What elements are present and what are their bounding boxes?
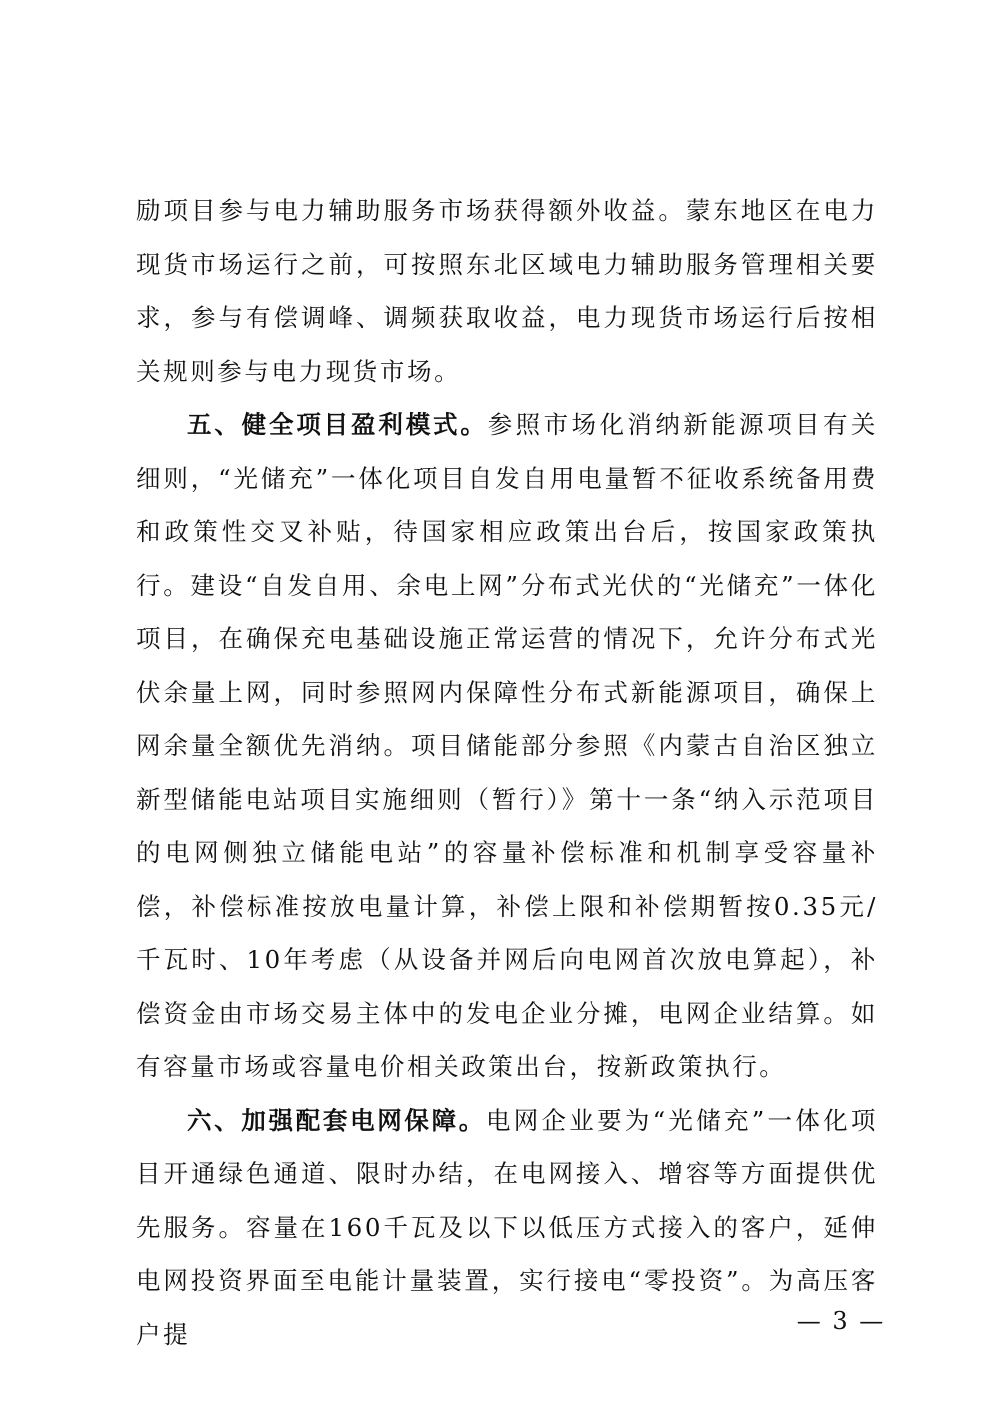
paragraph-section-6 xyxy=(136,1094,878,1362)
paragraph-text: 电网企业要为“光储充”一体化项目开通绿色通道、限时办结，在电网接入、增容等方面提供优先服务。容量在160千瓦及以下以低压方式接入的客户，延伸电网投资界面至电能计量装置，实行接电“零投资”。为高压客户提 xyxy=(136,1105,878,1349)
paragraph-text: 参照市场化消纳新能源项目有关细则，“光储充”一体化项目自发自用电量暂不征收系统备用费和政策性交叉补贴，待国家相应政策出台后，按国家政策执行。建设“自发自用、余电上网”分布式光伏的“光储充”一体化项目，在确保充电基础设施正常运营的情况下，允许分布式光伏余量上网，同时参照网内保障性分布式新能源项目，确保上网余量全额优先消纳。项目储能部分参照《内蒙古自治区独立新型储能电站项目实施细则（暂行）》第十一条“纳入示范项目的电网侧独立储能电站”的容量补偿标准和机制享受容量补偿，补偿标准按放电量计算，补偿上限和补偿期暂按0.35元/千瓦时、10年考虑（从设备并网后向电网首次放电算起），补偿资金由市场交易主体中的发电企业分摊，电网企业结算。如有容量市场或容量电价相关政策出台，按新政策执行。 xyxy=(136,410,879,1081)
page-number: — 3 — xyxy=(796,1307,886,1335)
paragraph-text: 励项目参与电力辅助服务市场获得额外收益。蒙东地区在电力现货市场运行之前，可按照东北区域电力辅助服务管理相关要求，参与有偿调峰、调频获取收益，电力现货市场运行后按相关规则参与电力现货市场。 xyxy=(136,196,878,386)
document-body xyxy=(136,184,878,1361)
paragraph-continuation xyxy=(136,184,878,398)
paragraph-section-5 xyxy=(136,398,878,1094)
section-heading-5: 五、健全项目盈利模式。 xyxy=(187,410,488,439)
section-heading-6: 六、加强配套电网保障。 xyxy=(187,1105,486,1135)
